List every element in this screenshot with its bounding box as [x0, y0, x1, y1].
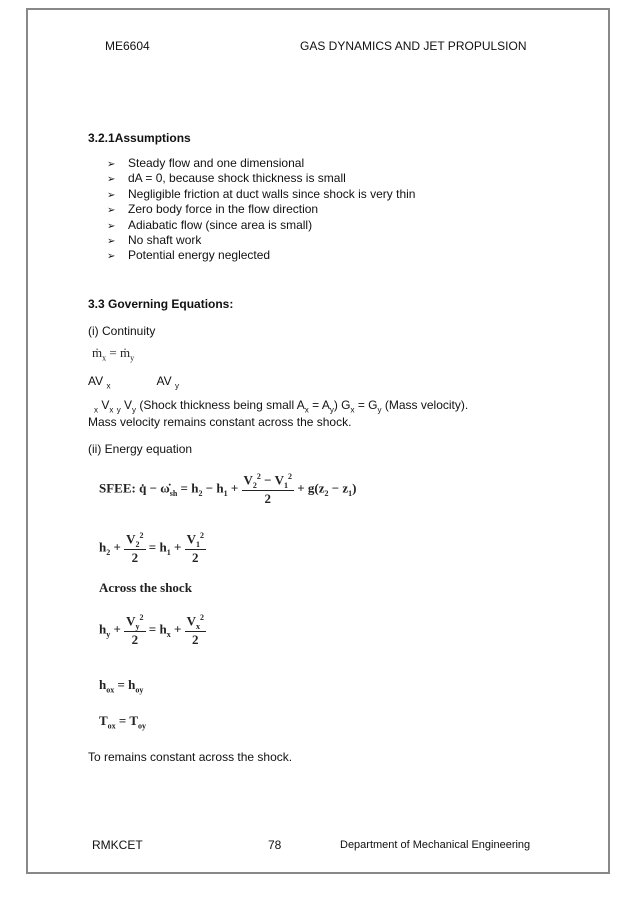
closing-text: To remains constant across the shock.	[88, 750, 293, 764]
arrow-bullet-icon: ➢	[107, 189, 116, 201]
footer-page-number: 78	[268, 838, 282, 852]
list-item: ➢ Steady flow and one dimensional	[107, 156, 415, 171]
velocity-line: $_x$ $V_x$ $_y$ $V_y$ (Shock thickness being small $A_x = A_y$) $G_x = G_y$ (Mass velocity).	[94, 398, 469, 415]
energy-equation-1-2: $h_2$ + $\frac{V_2^2}{2}$ = $h_1$ + $\frac{V_1^2}{2}$	[99, 531, 204, 565]
continuity-label: (i) Continuity	[88, 324, 156, 338]
energy-label: (ii) Energy equation	[88, 442, 193, 456]
av-line: AV $_x$ AV $_y$	[88, 374, 179, 391]
assumptions-heading: 3.2.1Assumptions	[88, 131, 191, 145]
arrow-bullet-icon: ➢	[107, 174, 116, 186]
arrow-bullet-icon: ➢	[107, 235, 116, 247]
sfee-equation: SFEE: q̇ − $\omegȧ_{sh} = h_2 - h_1$ + $\frac{V_2^2 - V_1^2}{2}$ + $g(z_2 - z_1)$	[99, 472, 357, 506]
continuity-equation: $ṁ_x$ = $ṁ_y$	[92, 345, 135, 363]
arrow-bullet-icon: ➢	[107, 251, 116, 263]
across-shock-label: Across the shock	[99, 580, 192, 595]
list-item: ➢ Zero body force in the flow direction	[107, 202, 415, 217]
mass-velocity-text: Mass velocity remains constant across the shock.	[88, 415, 352, 429]
footer-department: Department of Mechanical Engineering	[340, 839, 531, 851]
assumptions-list	[107, 156, 415, 264]
arrow-bullet-icon: ➢	[107, 159, 116, 170]
header-course-title: GAS DYNAMICS AND JET PROPULSION	[300, 39, 527, 53]
list-item: ➢ No shaft work	[107, 233, 415, 248]
footer-institution: RMKCET	[92, 838, 143, 852]
list-item: ➢ Negligible friction at duct walls since shock is very thin	[107, 187, 415, 202]
list-item: ➢ Potential energy neglected	[107, 248, 415, 263]
energy-equation-x-y: $h_y$ + $\frac{V_y^2}{2}$ = $h_x$ + $\frac{V_x^2}{2}$	[99, 613, 204, 647]
arrow-bullet-icon: ➢	[107, 205, 116, 217]
governing-heading: 3.3 Governing Equations:	[88, 297, 234, 311]
list-item: ➢ Adiabatic flow (since area is small)	[107, 218, 415, 233]
stagnation-enthalpy-equation: $h_{ox} = h_{oy}$	[99, 677, 144, 695]
header-course-code: ME6604	[105, 39, 150, 53]
arrow-bullet-icon: ➢	[107, 220, 116, 232]
stagnation-temperature-equation: $T_{ox} = T_{oy}$	[99, 713, 147, 731]
list-item: ➢ dA = 0, because shock thickness is small	[107, 171, 415, 186]
